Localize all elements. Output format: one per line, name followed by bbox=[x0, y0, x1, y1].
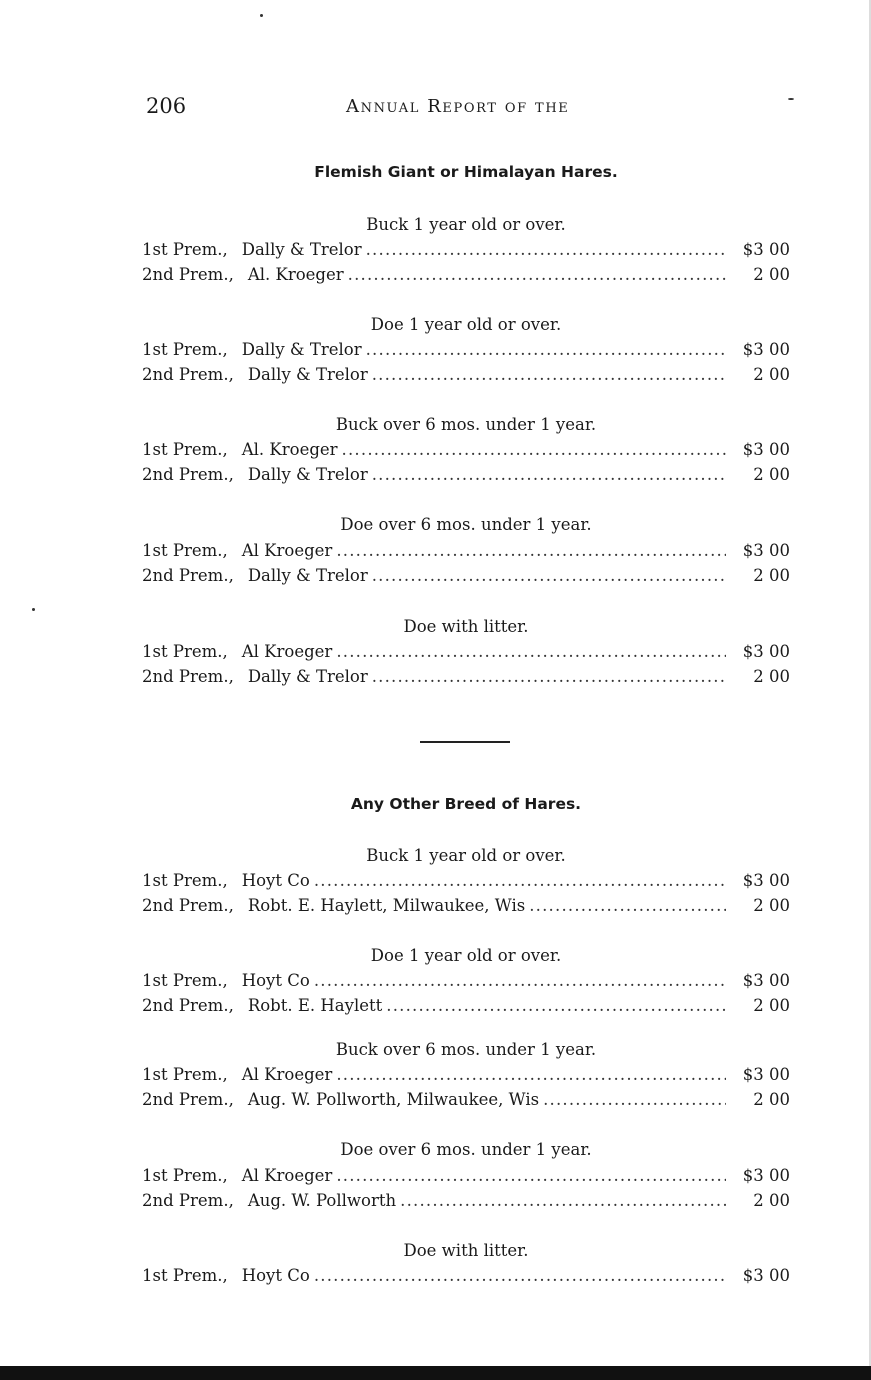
premium-rank: 2nd Prem., bbox=[142, 667, 234, 686]
premium-amount: $3 00 bbox=[742, 1266, 790, 1285]
premium-amount: $3 00 bbox=[742, 871, 790, 890]
dot-leader bbox=[348, 265, 726, 284]
dot-leader bbox=[336, 642, 726, 661]
premium-winner: Al. Kroeger bbox=[241, 440, 338, 459]
class-heading: Doe 1 year old or over. bbox=[370, 946, 562, 965]
dot-leader bbox=[543, 1090, 726, 1109]
premium-winner: Dally & Trelor bbox=[241, 240, 362, 259]
premium-amount: 2 00 bbox=[753, 365, 790, 384]
premium-rank: 2nd Prem., bbox=[142, 265, 234, 284]
premium-rank: 2nd Prem., bbox=[142, 465, 234, 484]
premium-winner: Dally & Trelor bbox=[241, 340, 362, 359]
class-heading: Buck over 6 mos. under 1 year. bbox=[335, 1040, 597, 1059]
premium-amount: $3 00 bbox=[742, 1065, 790, 1084]
section-title: Any Other Breed of Hares. bbox=[350, 795, 582, 813]
dot-leader bbox=[366, 240, 726, 259]
premium-amount: 2 00 bbox=[753, 896, 790, 915]
class-heading: Doe with litter. bbox=[403, 1241, 529, 1260]
premium-rank: 1st Prem., bbox=[142, 971, 228, 990]
premium-winner: Dally & Trelor bbox=[247, 365, 368, 384]
class-heading: Doe with litter. bbox=[403, 617, 529, 636]
premium-rank: 1st Prem., bbox=[142, 1166, 228, 1185]
premium-winner: Dally & Trelor bbox=[247, 465, 368, 484]
premium-entry bbox=[142, 871, 790, 895]
premium-amount: 2 00 bbox=[753, 265, 790, 284]
print-speck bbox=[32, 608, 35, 611]
page-header bbox=[146, 94, 796, 124]
premium-amount: 2 00 bbox=[753, 1090, 790, 1109]
dot-leader bbox=[372, 667, 726, 686]
premium-rank: 1st Prem., bbox=[142, 440, 228, 459]
dot-leader bbox=[386, 996, 726, 1015]
dot-leader bbox=[372, 465, 726, 484]
premium-amount: 2 00 bbox=[753, 1191, 790, 1210]
premium-winner: Robt. E. Haylett bbox=[247, 996, 383, 1015]
premium-amount: 2 00 bbox=[753, 566, 790, 585]
premium-winner: Aug. W. Pollworth, Milwaukee, Wis bbox=[247, 1090, 540, 1109]
premium-winner: Hoyt Co bbox=[241, 1266, 310, 1285]
premium-winner: Al Kroeger bbox=[241, 1065, 333, 1084]
premium-winner: Hoyt Co bbox=[241, 871, 310, 890]
premium-entry bbox=[142, 1266, 790, 1290]
premium-amount: $3 00 bbox=[742, 971, 790, 990]
dot-leader bbox=[314, 1266, 726, 1285]
premium-entry bbox=[142, 340, 790, 364]
premium-amount: $3 00 bbox=[742, 642, 790, 661]
premium-entry bbox=[142, 566, 790, 590]
class-heading: Buck 1 year old or over. bbox=[366, 215, 566, 234]
dot-leader bbox=[400, 1191, 726, 1210]
premium-rank: 2nd Prem., bbox=[142, 365, 234, 384]
dot-leader bbox=[314, 871, 726, 890]
premium-amount: $3 00 bbox=[742, 240, 790, 259]
premium-rank: 2nd Prem., bbox=[142, 1191, 234, 1210]
dot-leader bbox=[336, 1166, 726, 1185]
premium-rank: 2nd Prem., bbox=[142, 566, 234, 585]
premium-amount: $3 00 bbox=[742, 440, 790, 459]
section-divider bbox=[420, 741, 510, 743]
section-title: Flemish Giant or Himalayan Hares. bbox=[314, 163, 618, 181]
premium-rank: 1st Prem., bbox=[142, 240, 228, 259]
dot-leader bbox=[336, 1065, 726, 1084]
premium-rank: 1st Prem., bbox=[142, 541, 228, 560]
class-heading: Buck over 6 mos. under 1 year. bbox=[335, 415, 597, 434]
premium-amount: $3 00 bbox=[742, 541, 790, 560]
dot-leader bbox=[314, 971, 726, 990]
premium-winner: Al. Kroeger bbox=[247, 265, 344, 284]
premium-entry bbox=[142, 667, 790, 691]
premium-amount: $3 00 bbox=[742, 340, 790, 359]
running-head: Annual Report of the bbox=[346, 96, 570, 117]
premium-entry bbox=[142, 465, 790, 489]
dot-leader bbox=[372, 566, 726, 585]
premium-amount: 2 00 bbox=[753, 465, 790, 484]
premium-winner: Al Kroeger bbox=[241, 541, 333, 560]
premium-entry bbox=[142, 1166, 790, 1190]
dot-leader bbox=[342, 440, 726, 459]
premium-winner: Dally & Trelor bbox=[247, 667, 368, 686]
premium-entry bbox=[142, 541, 790, 565]
premium-winner: Al Kroeger bbox=[241, 1166, 333, 1185]
premium-entry bbox=[142, 440, 790, 464]
premium-entry bbox=[142, 971, 790, 995]
dot-leader bbox=[372, 365, 726, 384]
class-heading: Doe over 6 mos. under 1 year. bbox=[340, 515, 592, 534]
premium-rank: 1st Prem., bbox=[142, 1065, 228, 1084]
premium-rank: 1st Prem., bbox=[142, 642, 228, 661]
premium-rank: 1st Prem., bbox=[142, 871, 228, 890]
premium-entry bbox=[142, 365, 790, 389]
premium-entry bbox=[142, 240, 790, 264]
print-speck bbox=[260, 14, 263, 17]
premium-entry bbox=[142, 1065, 790, 1089]
dot-leader bbox=[366, 340, 726, 359]
premium-winner: Al Kroeger bbox=[241, 642, 333, 661]
scan-border bbox=[0, 1366, 871, 1380]
class-heading: Doe over 6 mos. under 1 year. bbox=[340, 1140, 592, 1159]
premium-entry bbox=[142, 896, 790, 920]
premium-entry bbox=[142, 1191, 790, 1215]
premium-amount: 2 00 bbox=[753, 996, 790, 1015]
premium-entry bbox=[142, 996, 790, 1020]
premium-entry bbox=[142, 1090, 790, 1114]
class-heading: Buck 1 year old or over. bbox=[366, 846, 566, 865]
class-heading: Doe 1 year old or over. bbox=[370, 315, 562, 334]
premium-winner: Robt. E. Haylett, Milwaukee, Wis bbox=[247, 896, 526, 915]
premium-rank: 2nd Prem., bbox=[142, 896, 234, 915]
premium-rank: 1st Prem., bbox=[142, 1266, 228, 1285]
page-number: 206 bbox=[146, 94, 187, 118]
premium-winner: Dally & Trelor bbox=[247, 566, 368, 585]
dot-leader bbox=[336, 541, 726, 560]
premium-entry bbox=[142, 642, 790, 666]
premium-rank: 2nd Prem., bbox=[142, 996, 234, 1015]
premium-winner: Hoyt Co bbox=[241, 971, 310, 990]
dot-leader bbox=[529, 896, 726, 915]
premium-amount: 2 00 bbox=[753, 667, 790, 686]
premium-rank: 1st Prem., bbox=[142, 340, 228, 359]
premium-amount: $3 00 bbox=[742, 1166, 790, 1185]
premium-rank: 2nd Prem., bbox=[142, 1090, 234, 1109]
premium-entry bbox=[142, 265, 790, 289]
premium-winner: Aug. W. Pollworth bbox=[247, 1191, 397, 1210]
